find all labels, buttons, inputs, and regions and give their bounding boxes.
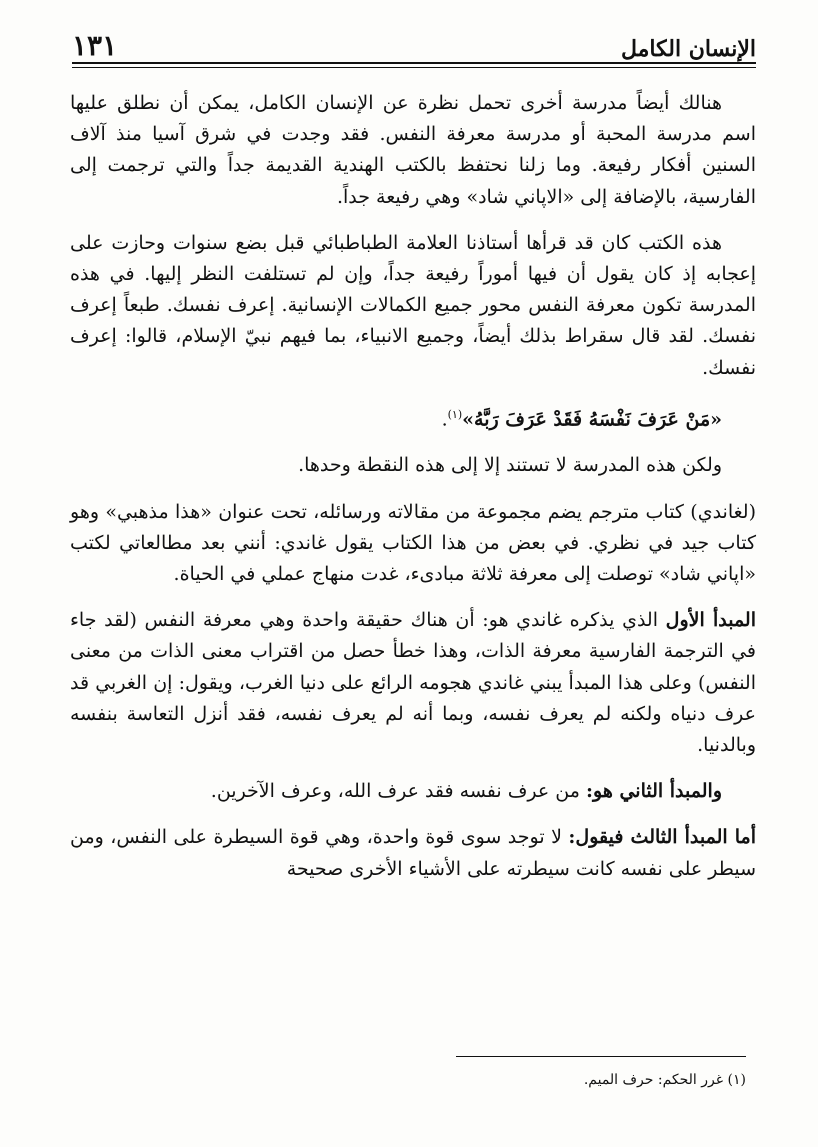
page-body <box>70 88 756 900</box>
principle-heading: أما المبدأ الثالث فيقول: <box>568 826 756 849</box>
footnote-rule <box>456 1056 746 1057</box>
paragraph: هذه الكتب كان قد قرأها أستاذنا العلامة الطباطبائي قبل بضع سنوات وحازت على إعجابه إذ كان يقول أن فيها أموراً رفيعة جداً، وإن لم تستلفت النظر إليها. في هذه المدرسة تكون معرفة النفس محور جميع الكمالات الإنسانية. إعرف نفسك. طبعاً إعرف نفسك. لقد قال سقراط بذلك أيضاً، وجميع الانبياء، بما فيهم نبيّ الإسلام، قالوا: إعرف نفسك. <box>70 231 756 379</box>
footnote-text: غرر الحكم: حرف الميم. <box>583 1072 724 1088</box>
page-header <box>72 30 756 60</box>
paragraph <box>70 822 756 884</box>
paragraph <box>70 605 756 761</box>
paragraph: هنالك أيضاً مدرسة أخرى تحمل نظرة عن الإنسان الكامل، يمكن أن نطلق عليها اسم مدرسة المحبة أو مدرسة معرفة النفس. فقد وجدت في شرق آسيا منذ آلاف السنين أفكار رفيعة. وما زلنا نحتفظ بالكتب الهندية القديمة جداً والتي ترجمت إلى الفارسية، بالإضافة إلى «الاپاني شاد» وهي رفيعة جداً. <box>70 92 756 208</box>
quote-end: . <box>441 408 448 431</box>
paragraph-text: من عرف نفسه فقد عرف الله، وعرف الآخرين. <box>210 780 586 803</box>
quran-quote <box>70 399 756 436</box>
principle-heading: والمبدأ الثاني هو: <box>585 780 722 803</box>
paragraph <box>70 776 756 807</box>
principle-heading: المبدأ الأول <box>665 609 756 632</box>
footnote <box>72 1070 746 1090</box>
header-rule <box>72 62 756 68</box>
footnote-marker[interactable]: (١) <box>447 407 463 421</box>
quote-text: «مَنْ عَرَفَ نَفْسَهُ فَقَدْ عَرَفَ رَبَّهُ» <box>462 408 722 431</box>
paragraph: ولكن هذه المدرسة لا تستند إلا إلى هذه النقطة وحدها. <box>298 454 722 477</box>
paragraph: (لغاندي) كتاب مترجم يضم مجموعة من مقالاته ورسائله، تحت عنوان «هذا مذهبي» وهو كتاب جيد في نظري. في بعض من هذا الكتاب يقول غاندي: أنني بعد مطالعاتي لكتب «اپاني شاد» توصلت إلى معرفة ثلاثة مبادىء، غدت منهاج عملي في الحياة. <box>70 500 756 585</box>
footnote-marker: (١) <box>727 1072 746 1088</box>
paragraph-text: الذي يذكره غاندي هو: أن هناك حقيقة واحدة وهي معرفة النفس (لقد جاء في الترجمة الفارسية معرفة الذات، وهذا خطأ حصل من اقتراب معنى الذات من معنى النفس) وعلى هذا المبدأ يبني غاندي هجومه الرائع على دنيا الغرب، ويقول: إن الغربي قد عرف دنياه ولكنه لم يعرف نفسه، وبما أنه لم يعرف نفسه، فقد أنزل التعاسة بنفسه وبالدنيا. <box>70 609 756 756</box>
page-number: ١٣١ <box>72 29 118 62</box>
running-title: الإنسان الكامل <box>620 36 756 62</box>
paragraph-text: لا توجد سوى قوة واحدة، وهي قوة السيطرة على النفس، ومن سيطر على نفسه كانت سيطرته على الأشياء الأخرى صحيحة <box>70 826 756 880</box>
